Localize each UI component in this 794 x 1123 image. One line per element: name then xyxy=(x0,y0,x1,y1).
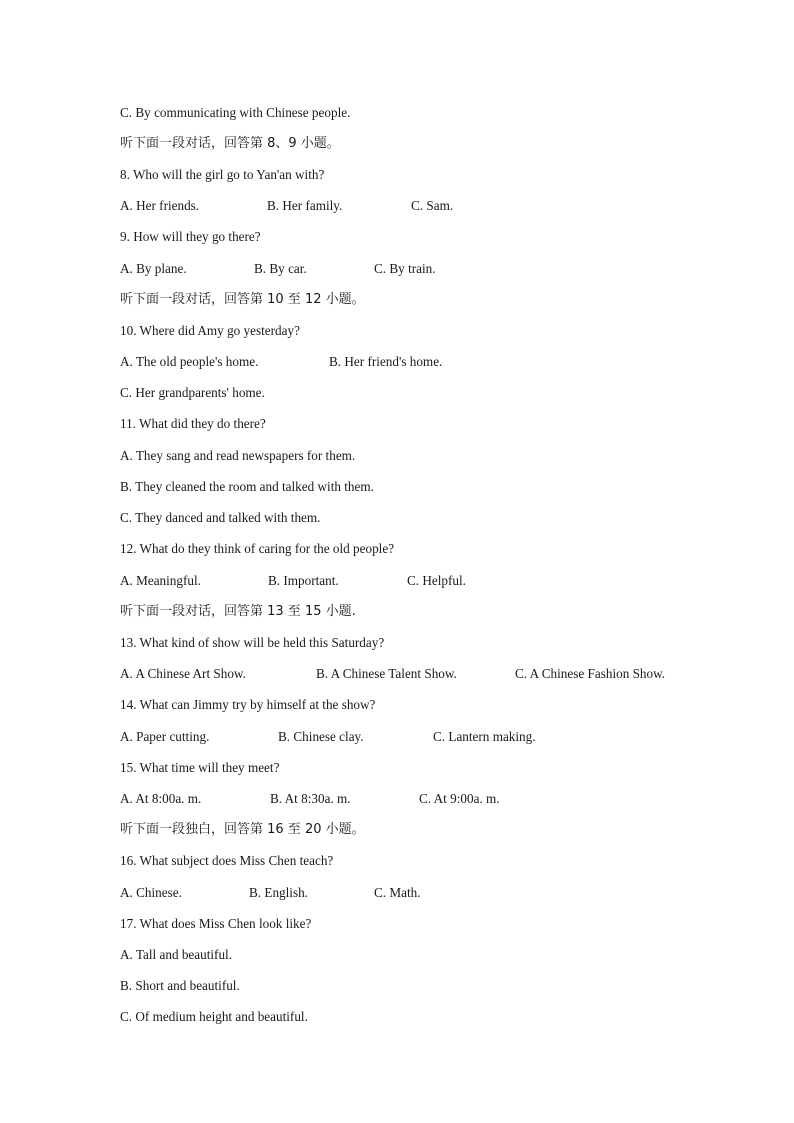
option-c: C. By train. xyxy=(374,261,436,276)
option-a: A. Chinese. xyxy=(120,885,182,900)
option-c: C. A Chinese Fashion Show. xyxy=(515,666,666,681)
option-b: B. By car. xyxy=(254,261,307,276)
option-a: A. At 8:00a. m. xyxy=(120,791,202,806)
option-c: C. They danced and talked with them. xyxy=(120,510,321,525)
option-c: C. At 9:00a. m. xyxy=(419,791,500,806)
option-c: C. Sam. xyxy=(411,198,454,213)
option-b: B. Short and beautiful. xyxy=(120,978,240,993)
option-a: A. A Chinese Art Show. xyxy=(120,666,246,681)
option-c: C. Of medium height and beautiful. xyxy=(120,1009,308,1024)
option-line: C. By communicating with Chinese people. xyxy=(120,105,351,120)
section-instruction: 听下面一段对话，回答第 8、9 小题。 xyxy=(120,136,340,151)
option-b: B. Important. xyxy=(268,573,339,588)
question-9: 9. How will they go there? xyxy=(120,229,261,244)
option-b: B. Her family. xyxy=(267,198,343,213)
option-c: C. Her grandparents' home. xyxy=(120,385,265,400)
option-a: A. Meaningful. xyxy=(120,573,201,588)
option-b: B. English. xyxy=(249,885,308,900)
section-instruction: 听下面一段独白，回答第 16 至 20 小题。 xyxy=(120,822,365,837)
option-b: B. Her friend's home. xyxy=(329,354,443,369)
question-13: 13. What kind of show will be held this Saturday? xyxy=(120,635,385,650)
option-a: A. They sang and read newspapers for them. xyxy=(120,448,356,463)
question-8: 8. Who will the girl go to Yan'an with? xyxy=(120,167,325,182)
question-15: 15. What time will they meet? xyxy=(120,760,280,775)
question-16: 16. What subject does Miss Chen teach? xyxy=(120,853,334,868)
option-a: A. Paper cutting. xyxy=(120,729,210,744)
option-a: A. The old people's home. xyxy=(120,354,259,369)
option-a: A. By plane. xyxy=(120,261,187,276)
option-b: B. At 8:30a. m. xyxy=(270,791,351,806)
option-c: C. Helpful. xyxy=(407,573,466,588)
option-b: B. A Chinese Talent Show. xyxy=(316,666,457,681)
option-a: A. Her friends. xyxy=(120,198,200,213)
option-c: C. Lantern making. xyxy=(433,729,536,744)
question-12: 12. What do they think of caring for the old people? xyxy=(120,541,395,556)
question-14: 14. What can Jimmy try by himself at the show? xyxy=(120,697,376,712)
option-b: B. Chinese clay. xyxy=(278,729,364,744)
option-b: B. They cleaned the room and talked with them. xyxy=(120,479,374,494)
section-instruction: 听下面一段对话，回答第 10 至 12 小题。 xyxy=(120,292,365,307)
question-11: 11. What did they do there? xyxy=(120,416,266,431)
section-instruction: 听下面一段对话，回答第 13 至 15 小题. xyxy=(120,604,356,619)
option-c: C. Math. xyxy=(374,885,421,900)
option-a: A. Tall and beautiful. xyxy=(120,947,232,962)
question-10: 10. Where did Amy go yesterday? xyxy=(120,323,300,338)
question-17: 17. What does Miss Chen look like? xyxy=(120,916,312,931)
